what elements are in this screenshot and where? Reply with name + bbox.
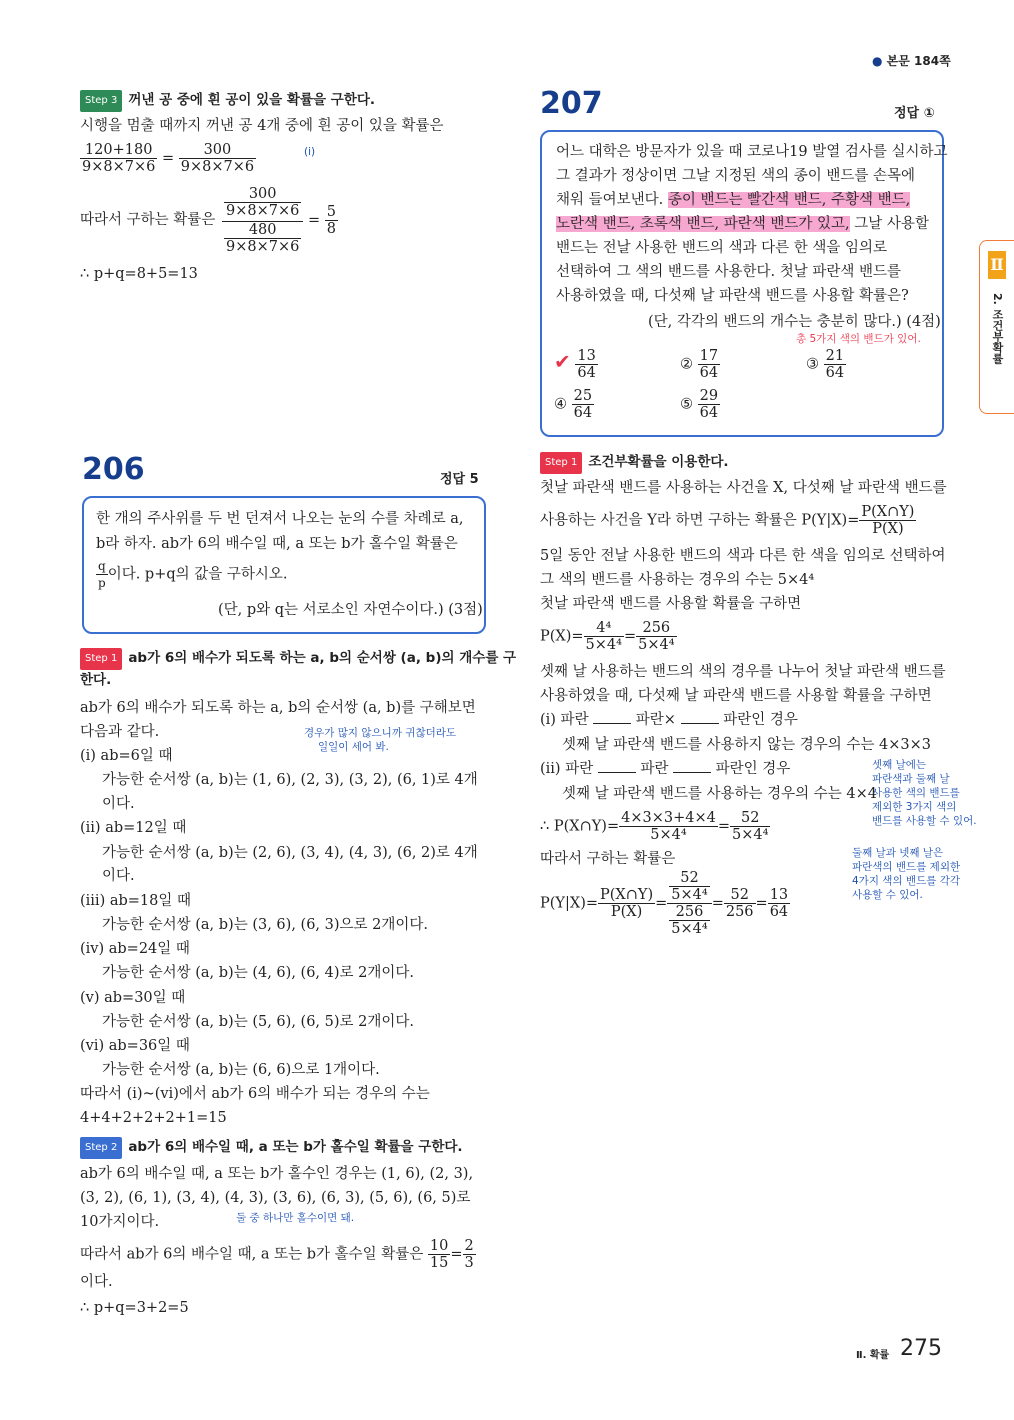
s207-text-4: 그 색의 밴드를 사용하는 경우의 수는 5×4⁴: [540, 572, 815, 588]
total-206-2: 4+4+2+2+2+1=15: [80, 1110, 227, 1126]
choice-2[interactable]: ② $\frac{17}{64}$: [680, 348, 719, 381]
case-206-3-a: 가능한 순서쌍 (a, b)는 (3, 6), (6, 3)으로 2개이다.: [102, 917, 428, 933]
choice-5[interactable]: ⑤ $\frac{29}{64}$: [680, 388, 719, 421]
v206-text-2: 이다.: [80, 1274, 113, 1290]
u206-text-3: 10가지이다.: [80, 1214, 160, 1230]
s207-px-equation: P(X)= $\frac{\text{4⁴}}{\text{5×4⁴}}$ = $\frac{256}{\text{5×4⁴}}$: [540, 620, 675, 653]
note-207-b: 둘째 날과 넷째 날은 파란색의 밴드를 제외한 4가지 색의 밴드를 각각 사용할 수 있어.: [852, 847, 961, 901]
q206-line-3: $\frac{q}{p}$ 이다. p+q의 값을 구하시오.: [98, 559, 288, 590]
problem-207-number: 207: [540, 86, 603, 121]
s207-text-5: 첫날 파란색 밴드를 사용할 확률을 구하면: [540, 596, 802, 612]
chapter-side-tab: [979, 240, 1014, 414]
u206-text-1: ab가 6의 배수일 때, a 또는 b가 홀수인 경우는 (1, 6), (2, 3),: [80, 1166, 474, 1182]
case-206-5: (ⅴ) ab=30일 때: [80, 990, 186, 1006]
total-206-1: 따라서 (ⅰ)~(ⅵ)에서 ab가 6의 배수가 되는 경우의 수는: [80, 1086, 430, 1102]
q207-line-2: 그 결과가 정상이면 그날 지정된 색의 종이 밴드를 손목에: [556, 168, 916, 184]
q207-line-6: 선택하여 그 색의 밴드를 사용한다. 첫날 파란색 밴드를: [556, 264, 902, 280]
step2-206-heading: [80, 1137, 463, 1159]
page-ref-text: 본문 184쪽: [886, 54, 951, 68]
note-206-3: 둘 중 하나만 홀수이면 돼.: [236, 1212, 355, 1224]
case-206-1-a: 가능한 순서쌍 (a, b)는 (1, 6), (2, 3), (3, 2), (6, 1)로 4개: [102, 772, 478, 788]
q206-line-2: b라 하자. ab가 6의 배수일 때, a 또는 b가 홀수일 확률은: [96, 536, 458, 552]
q206-line-1: 한 개의 주사위를 두 번 던져서 나오는 눈의 수를 차례로 a,: [96, 511, 464, 527]
choice-4[interactable]: ④ $\frac{25}{64}$: [554, 388, 593, 421]
q207-line-1: 어느 대학은 방문자가 있을 때 코로나19 발열 검사를 실시하고: [556, 144, 948, 160]
q207-line-8: (단, 각각의 밴드의 개수는 충분히 많다.) (4점): [648, 314, 941, 330]
s206-text-2: 다음과 같다.: [80, 724, 160, 740]
chapter-label: 2. 조건부확률: [991, 293, 1004, 364]
q206-line-4: (단, p와 q는 서로소인 자연수이다.) (3점): [218, 602, 483, 618]
s207-text-2: 사용하는 사건을 Y라 하면 구하는 확률은 P(Y|X)= $\frac{P(X\cap Y)}{P(X)}$: [540, 504, 915, 537]
case-206-6-a: 가능한 순서쌍 (a, b)는 (6, 6)으로 1개이다.: [102, 1062, 380, 1078]
case-206-1: (ⅰ) ab=6일 때: [80, 748, 173, 764]
choice-3[interactable]: ③ $\frac{21}{64}$: [806, 348, 845, 381]
case-206-2-a: 가능한 순서쌍 (a, b)는 (2, 6), (3, 4), (4, 3), (6, 2)로 4개: [102, 845, 478, 861]
s207-text-7: 셋째 날 사용하는 밴드의 색의 경우를 나누어 첫날 파란색 밴드를: [540, 664, 946, 680]
s207-final-text: 따라서 구하는 확률은: [540, 851, 676, 867]
q207-line-3: 채워 들여보낸다. 종이 밴드는 빨간색 밴드, 주황색 밴드,: [556, 192, 911, 208]
prev-text-4: ∴ p+q=8+5=13: [80, 266, 198, 282]
step2-title-206: ab가 6의 배수일 때, a 또는 b가 홀수일 확률을 구한다.: [128, 1139, 463, 1155]
footer-chapter: Ⅱ. 확률: [856, 1350, 890, 1361]
page-number: 275: [900, 1336, 942, 1361]
note-206-1: 경우가 많지 않으니까 귀찮더라도 일일이 세어 봐.: [304, 727, 457, 753]
note-207-q: 총 5가지 색의 밴드가 있어.: [796, 333, 921, 345]
s207-pxy-equation: ∴ P(X∩Y)= $\frac{4\times 3\times 3+4\times 4}{\text{5×4⁴}}$ = $\frac{52}{\text{5×4⁴}}$: [540, 810, 769, 843]
chapter-roman: Ⅱ: [988, 251, 1006, 279]
choice-1[interactable]: ✔ $\frac{13}{64}$: [554, 348, 596, 381]
step1-badge-206: Step 1: [80, 648, 122, 670]
q207-line-7: 사용하였을 때, 다섯째 날 파란색 밴드를 사용할 확률은?: [556, 288, 909, 304]
case-207-1: (ⅰ) 파란 파란× 파란인 경우: [540, 712, 798, 728]
u206-text-2: (3, 2), (6, 1), (3, 4), (4, 3), (3, 6), (6, 3), (5, 6), (6, 5)로: [80, 1190, 471, 1206]
problem-206-answer: 정답 5: [440, 472, 479, 487]
check-icon: ✔: [554, 349, 571, 374]
q207-line-5: 밴드는 전날 사용한 밴드의 색과 다른 한 색을 임의로: [556, 240, 888, 256]
case-206-3: (ⅲ) ab=18일 때: [80, 893, 191, 909]
case-206-6: (ⅵ) ab=36일 때: [80, 1038, 190, 1054]
s206-text-1: ab가 6의 배수가 되도록 하는 a, b의 순서쌍 (a, b)를 구해보면: [80, 700, 476, 716]
s207-text-3: 5일 동안 전날 사용한 밴드의 색과 다른 한 색을 임의로 선택하여: [540, 548, 946, 564]
prev-text-1: 시행을 멈출 때까지 꺼낸 공 4개 중에 흰 공이 있을 확률은: [80, 118, 444, 134]
step3-title: 꺼낸 공 중에 흰 공이 있을 확률을 구한다.: [128, 92, 375, 108]
page-ref: [872, 52, 951, 69]
s207-final-equation: P(Y|X)= $\frac{P(X\cap Y)}{P(X)}$ = $\frac{\frac{52}{\text{5×4⁴}}}{\frac{256}{\text{5×4⁴}}}$ = $\frac{52}{256}$ = $\frac{13}{64}$: [540, 870, 789, 937]
step1-title-207: 조건부확률을 이용한다.: [588, 454, 729, 470]
case-206-2: (ⅱ) ab=12일 때: [80, 820, 187, 836]
step1-207-heading: [540, 452, 729, 474]
case-207-1-a: 셋째 날 파란색 밴드를 사용하지 않는 경우의 수는 4×3×3: [562, 737, 931, 753]
case-207-2-a: 셋째 날 파란색 밴드를 사용하는 경우의 수는 4×4: [562, 786, 877, 802]
prev-text-3: 따라서 구하는 확률은: [80, 212, 216, 228]
q207-line-4: 노란색 밴드, 초록색 밴드, 파란색 밴드가 있고, 그날 사용할: [556, 216, 929, 232]
problem-207-answer: 정답 ①: [894, 106, 935, 121]
prev-equation-2: $\frac{\frac{300}{9\times 8\times 7\times 6}}{\frac{480}{9\times 8\times 7\times 6}}$ = $\frac{5}{8}$: [222, 186, 338, 255]
case-206-2-b: 이다.: [102, 868, 135, 884]
note-i: (ⅰ): [304, 146, 316, 158]
case-206-4-a: 가능한 순서쌍 (a, b)는 (4, 6), (6, 4)로 2개이다.: [102, 965, 414, 981]
step1-title-206: ab가 6의 배수가 되도록 하는 a, b의 순서쌍 (a, b)의 개수를 구: [128, 650, 517, 666]
note-207-a: 셋째 날에는 파란색과 둘째 날 사용한 색의 밴드를 제외한 3가지 색의 밴드를 사용할 수 있어.: [872, 759, 977, 827]
problem-206-number: 206: [82, 452, 145, 487]
step3-badge: Step 3: [80, 90, 122, 112]
s207-text-8: 사용하였을 때, 다섯째 날 파란색 밴드를 사용할 확률을 구하면: [540, 688, 932, 704]
s207-text-1: 첫날 파란색 밴드를 사용하는 사건을 X, 다섯째 날 파란색 밴드를: [540, 480, 947, 496]
case-207-2: (ⅱ) 파란 파란 파란인 경우: [540, 761, 791, 777]
step1-206-heading: [80, 648, 516, 670]
step1-badge-207: Step 1: [540, 452, 582, 474]
step2-badge-206: Step 2: [80, 1137, 122, 1159]
step1-title-206-cont: 한다.: [80, 672, 112, 688]
circle-icon: ●: [872, 54, 883, 68]
v206-line: 따라서 ab가 6의 배수일 때, a 또는 b가 홀수일 확률은 $\frac{10}{15}$ = $\frac{2}{3}$: [80, 1238, 474, 1271]
step3-heading: [80, 90, 375, 112]
case-206-4: (ⅳ) ab=24일 때: [80, 941, 190, 957]
case-206-1-b: 이다.: [102, 796, 135, 812]
v206-text-3: ∴ p+q=3+2=5: [80, 1300, 189, 1316]
case-206-5-a: 가능한 순서쌍 (a, b)는 (5, 6), (6, 5)로 2개이다.: [102, 1014, 414, 1030]
prev-equation-1: $\frac{120+180}{9\times 8\times 7\times 6}$ = $\frac{300}{9\times 8\times 7\times 6}$: [82, 142, 255, 175]
